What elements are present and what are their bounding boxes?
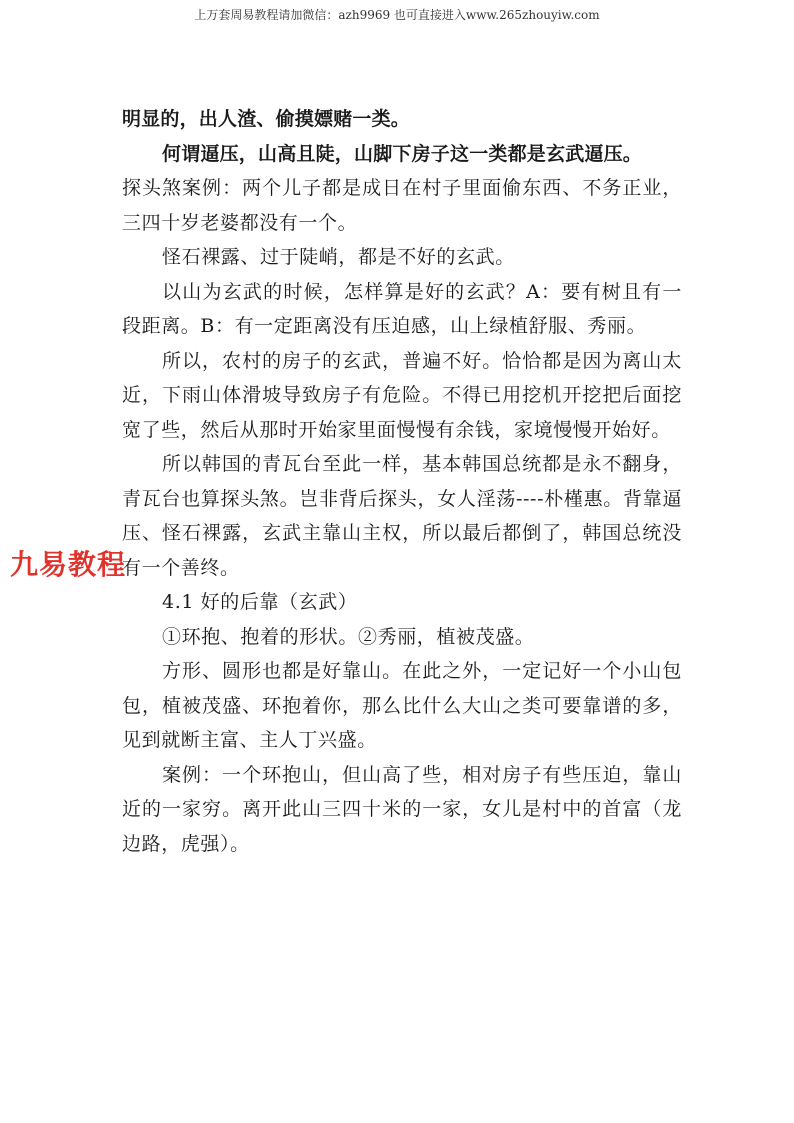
paragraph: 所以韩国的青瓦台至此一样，基本韩国总统都是永不翻身，青瓦台也算探头煞。岂非背后探头，女人淫荡----朴槿惠。背靠逼压、怪石裸露，玄武主靠山主权，所以最后都倒了，韩国总统没有一个善终。 [122, 453, 682, 579]
paragraph: 案例：一个环抱山，但山高了些，相对房子有些压迫，靠山近的一家穷。离开此山三四十米的一家，女儿是村中的首富（龙边路，虎强）。 [122, 763, 682, 855]
paragraph: 所以，农村的房子的玄武，普遍不好。恰恰都是因为离山太近，下雨山体滑坡导致房子有危险。不得已用挖机开挖把后面挖宽了些，然后从那时开始家里面慢慢有余钱，家境慢慢开始好。 [122, 349, 682, 441]
paragraph: 方形、圆形也都是好靠山。在此之外，一定记好一个小山包包，植被茂盛、环抱着你，那么比什么大山之类可要靠谱的多，见到就断主富、主人丁兴盛。 [122, 660, 682, 751]
document-body [122, 102, 682, 861]
section-heading: 4.1 好的后靠（玄武） [162, 591, 358, 613]
paragraph: ①环抱、抱着的形状。②秀丽，植被茂盛。 [162, 625, 535, 648]
paragraph: 以山为玄武的时候，怎样算是好的玄武？A：要有树且有一段距离。B：有一定距离没有压迫感，山上绿植舒服、秀丽。 [122, 280, 682, 337]
paragraph: 何谓逼压，山高且陡，山脚下房子这一类都是玄武逼压。 [162, 142, 643, 165]
paragraph: 怪石裸露、过于陡峭，都是不好的玄武。 [162, 246, 515, 268]
watermark-logo: 九易教程 [10, 548, 127, 581]
paragraph: 探头煞案例：两个儿子都是成日在村子里面偷东西、不务正业，三四十岁老婆都没有一个。 [122, 177, 682, 234]
paragraph: 明显的，出人渣、偷摸嫖赌一类。 [122, 108, 411, 130]
page-header: 上万套周易教程请加微信：azh9969 也可直接进入www.265zhouyiw.com [194, 8, 600, 22]
